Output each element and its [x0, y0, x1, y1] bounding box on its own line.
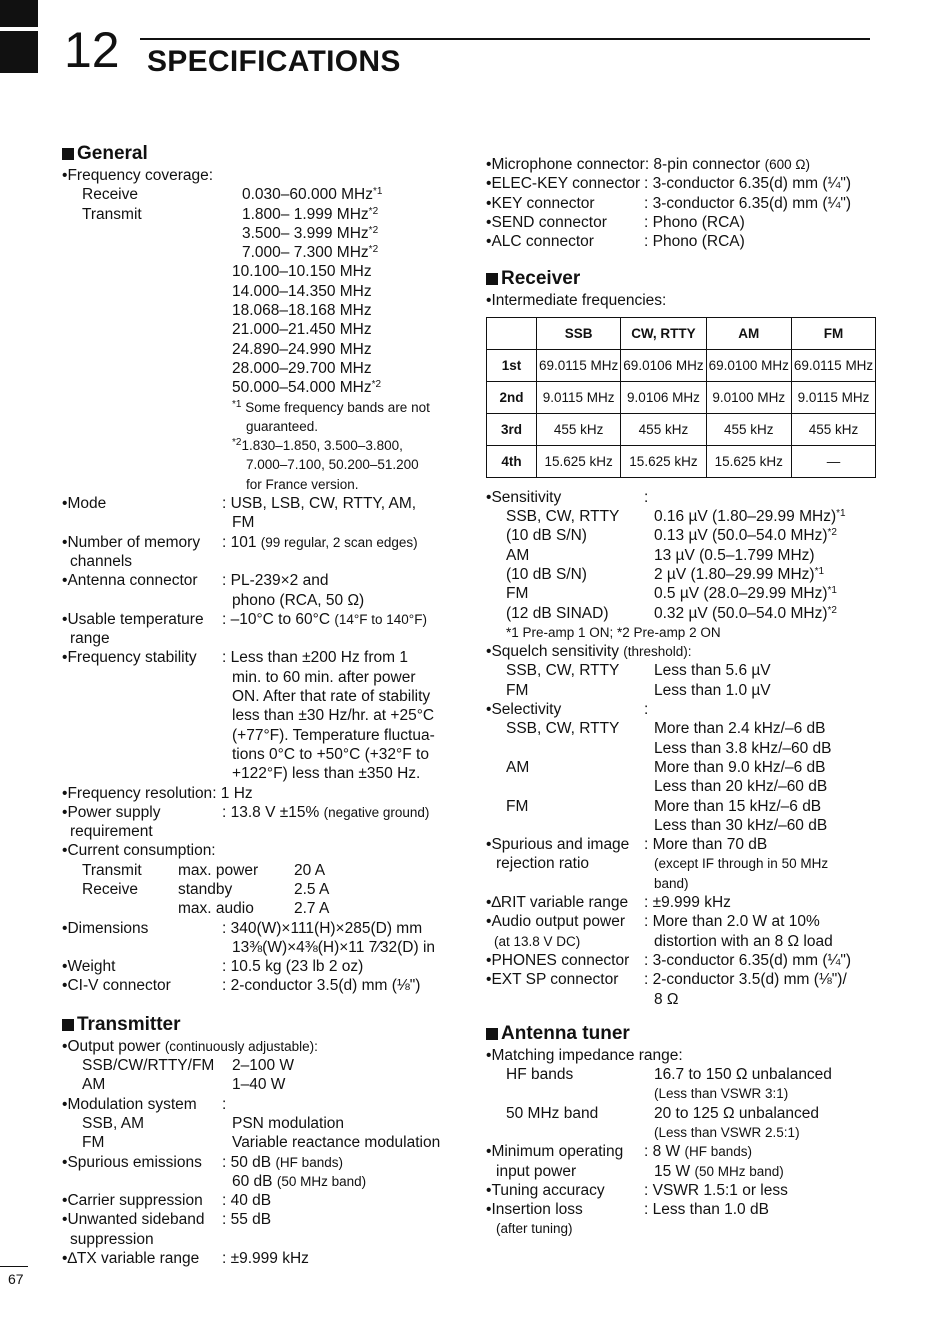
bullet-square-icon — [486, 273, 498, 285]
spec-spurious-cont: 60 dB (50 MHz band) — [232, 1172, 367, 1190]
spec-spurious-cont: rejection ratio (except IF through in 50 MHz — [496, 855, 829, 873]
spec-antenna-connector: • Antenna connector : PL-239×2 and — [62, 571, 482, 590]
transmit-range: 28.000–29.700 MHz — [232, 359, 372, 377]
spec-audio-output-power: • Audio output power : More than 2.0 W at 10% — [486, 912, 896, 931]
transmit-range: 21.000–21.450 MHz — [232, 321, 372, 339]
spec-spurious-image-rejection: • Spurious and image : More than 70 dB — [486, 835, 896, 854]
squelch-row: FM Less than 1.0 µV — [506, 681, 771, 699]
spec-temperature-cont: range — [70, 630, 110, 648]
stability-line: +122°F) less than ±350 Hz. — [232, 765, 421, 783]
spec-memory-cont: channels — [70, 552, 133, 570]
spec-carrier-suppression: • Carrier suppression : 40 dB — [62, 1191, 482, 1210]
table-header-cell — [487, 317, 537, 349]
table-cell: 15.625 kHz — [537, 445, 621, 477]
spec-squelch-sensitivity: • Squelch sensitivity (threshold): — [486, 642, 896, 661]
current-row: Transmit max. power 20 A — [82, 861, 326, 879]
spec-spurious-cont: band) — [654, 875, 689, 891]
spec-mode: • Mode : USB, LSB, CW, RTTY, AM, — [62, 494, 482, 513]
spec-selectivity: • Selectivity : — [486, 700, 896, 719]
transmit-range: 50.000–54.000 MHz$^{*2}$ — [232, 379, 382, 397]
output-row: AM 1–40 W — [82, 1076, 286, 1094]
stability-line: ON. After that rate of stability — [232, 688, 431, 706]
spec-power-supply: • Power supply : 13.8 V ±15% (negative ground) — [62, 803, 482, 822]
spec-weight: • Weight : 10.5 kg (23 lb 2 oz) — [62, 957, 482, 976]
spec-spurious-emissions: • Spurious emissions : 50 dB (HF bands) — [62, 1153, 482, 1172]
output-row: SSB/CW/RTTY/FM 2–100 W — [82, 1057, 295, 1075]
sensitivity-row: (10 dB S/N) 2 µV (1.80–29.99 MHz)$^{*1}$ — [506, 565, 825, 583]
page-title: SPECIFICATIONS — [147, 45, 401, 78]
spec-receive-range: Receive 0.030–60.000 MHz$^{*1}$ — [82, 186, 383, 204]
table-cell: 9.0115 MHz — [537, 381, 621, 413]
page-number: 67 — [8, 1271, 24, 1287]
transmit-range: 3.500– 3.999 MHz$^{*2}$ — [242, 224, 379, 242]
spec-ext-sp-connector: • EXT SP connector : 2-conductor 3.5(d) mm (⅛")/ — [486, 970, 896, 989]
chapter-tab-marker — [0, 31, 38, 73]
table-cell: 455 kHz — [791, 413, 875, 445]
page-number-rule — [0, 1266, 28, 1267]
spec-drit-range: • ∆RIT variable range : ±9.999 kHz — [486, 893, 896, 912]
header-rule — [140, 38, 870, 40]
current-row: Receive standby 2.5 A — [82, 880, 330, 898]
table-cell: 15.625 kHz — [706, 445, 791, 477]
spec-insertion-loss: • Insertion loss : Less than 1.0 dB — [486, 1200, 896, 1219]
spec-alc-connector: • ALC connector : Phono (RCA) — [486, 232, 896, 251]
sensitivity-row: SSB, CW, RTTY 0.16 µV (1.80–29.99 MHz)$^{*1}$ — [506, 508, 846, 526]
table-header-cell: FM — [791, 317, 875, 349]
footnote-2: $^{*2}$1.830–1.850, 3.500–3.800, — [232, 437, 403, 454]
sensitivity-row: (12 dB SINAD) 0.32 µV (50.0–54.0 MHz)$^{*2}$ — [506, 604, 837, 622]
section-general-title: General — [62, 143, 482, 165]
table-header-cell: SSB — [537, 317, 621, 349]
matching-note: (Less than VSWR 2.5:1) — [654, 1124, 800, 1140]
table-header-cell: CW, RTTY — [621, 317, 706, 349]
table-cell: 455 kHz — [537, 413, 621, 445]
table-cell: 9.0106 MHz — [621, 381, 706, 413]
matching-row: HF bands 16.7 to 150 Ω unbalanced — [506, 1066, 832, 1084]
spec-dimensions: • Dimensions : 340(W)×111(H)×285(D) mm — [62, 919, 482, 938]
spec-send-connector: • SEND connector : Phono (RCA) — [486, 213, 896, 232]
transmit-range: 10.100–10.150 MHz — [232, 263, 372, 281]
preamp-note: *1 Pre-amp 1 ON; *2 Pre-amp 2 ON — [506, 624, 721, 640]
table-cell: 69.0115 MHz — [791, 349, 875, 381]
matching-note: (Less than VSWR 3:1) — [654, 1086, 789, 1102]
stability-line: min. to 60 min. after power — [232, 668, 416, 686]
table-row — [487, 445, 876, 477]
footnote-2-cont: 7.000–7.100, 50.200–51.200 — [246, 457, 419, 473]
footnote-2-cont: for France version. — [246, 476, 359, 492]
transmit-range: 18.068–18.168 MHz — [232, 302, 372, 320]
section-transmitter-title: Transmitter — [62, 1014, 482, 1036]
spec-usable-temperature: • Usable temperature : –10°C to 60°C (14°F to 140°F) — [62, 610, 482, 629]
matching-row: 50 MHz band 20 to 125 Ω unbalanced — [506, 1104, 819, 1122]
table-cell: 69.0106 MHz — [621, 349, 706, 381]
spec-transmit-range: Transmit 1.800– 1.999 MHz$^{*2}$ — [82, 205, 379, 223]
current-row: max. audio 2.7 A — [178, 900, 330, 918]
table-cell: — — [791, 445, 875, 477]
bullet-square-icon — [486, 1028, 498, 1040]
spec-ext-sp-cont: 8 Ω — [654, 990, 679, 1008]
sensitivity-row: FM 0.5 µV (28.0–29.99 MHz)$^{*1}$ — [506, 585, 837, 603]
footnote-1-cont: guaranteed. — [246, 418, 319, 434]
selectivity-row: FM More than 15 kHz/–6 dB — [506, 797, 822, 815]
table-header-cell: AM — [706, 317, 791, 349]
section-antenna-tuner-title: Antenna tuner — [486, 1023, 896, 1045]
selectivity-row: Less than 30 kHz/–60 dB — [654, 816, 828, 834]
table-cell: 4th — [487, 445, 537, 477]
bullet-square-icon — [62, 1019, 74, 1031]
squelch-row: SSB, CW, RTTY Less than 5.6 µV — [506, 662, 771, 680]
table-cell: 9.0100 MHz — [706, 381, 791, 413]
modulation-row: SSB, AM PSN modulation — [82, 1114, 345, 1132]
table-header-row — [487, 317, 876, 349]
table-cell: 455 kHz — [706, 413, 791, 445]
chapter-number: 12 — [64, 22, 120, 78]
bullet-square-icon — [62, 148, 74, 160]
table-cell: 2nd — [487, 381, 537, 413]
sensitivity-row: AM 13 µV (0.5–1.799 MHz) — [506, 546, 815, 564]
spec-sideband-cont: suppression — [70, 1230, 154, 1248]
spec-unwanted-sideband: • Unwanted sideband : 55 dB — [62, 1210, 482, 1229]
spec-sensitivity: • Sensitivity : — [486, 488, 896, 507]
table-cell: 9.0115 MHz — [791, 381, 875, 413]
table-row — [487, 349, 876, 381]
spec-key-connector: • KEY connector : 3-conductor 6.35(d) mm (¼") — [486, 194, 896, 213]
spec-memory-channels: • Number of memory : 101 (99 regular, 2 scan edges) — [62, 533, 482, 552]
right-column — [486, 155, 896, 1239]
table-row — [487, 413, 876, 445]
spec-dimensions-cont: 13⅜(W)×4⅜(H)×11 7⁄32(D) in — [232, 938, 436, 956]
stability-line: tions 0°C to +50°C (+32°F to — [232, 745, 429, 763]
table-cell: 1st — [487, 349, 537, 381]
if-table — [486, 317, 876, 478]
transmit-range: 14.000–14.350 MHz — [232, 282, 372, 300]
selectivity-row: AM More than 9.0 kHz/–6 dB — [506, 758, 826, 776]
spec-dtx-range: • ∆TX variable range : ±9.999 kHz — [62, 1249, 482, 1268]
chapter-tab-top — [0, 0, 38, 27]
spec-insertion-note: (after tuning) — [496, 1221, 573, 1237]
transmit-range: 24.890–24.990 MHz — [232, 340, 372, 358]
spec-minimum-input-cont: input power 15 W (50 MHz band) — [496, 1162, 784, 1180]
footnote-1: $^{*1}$ Some frequency bands are not — [232, 398, 430, 415]
stability-line: (+77°F). Temperature fluctua- — [232, 726, 435, 744]
spec-elec-key-connector: • ELEC-KEY connector : 3-conductor 6.35(d) mm (¼") — [486, 174, 896, 193]
stability-line: less than ±30 Hz/hr. at +25°C — [232, 707, 435, 725]
selectivity-row: Less than 20 kHz/–60 dB — [654, 778, 828, 796]
modulation-row: FM Variable reactance modulation — [82, 1134, 441, 1152]
spec-audio-cont: (at 13.8 V DC) distortion with an 8 Ω load — [494, 932, 833, 950]
table-cell: 455 kHz — [621, 413, 706, 445]
spec-mode-cont: FM — [232, 514, 255, 532]
table-cell: 69.0100 MHz — [706, 349, 791, 381]
spec-antenna-cont: phono (RCA, 50 Ω) — [232, 591, 365, 609]
spec-tuning-accuracy: • Tuning accuracy : VSWR 1.5:1 or less — [486, 1181, 896, 1200]
table-row — [487, 381, 876, 413]
spec-intermediate-frequencies: • Intermediate frequencies: — [486, 291, 896, 310]
selectivity-row: SSB, CW, RTTY More than 2.4 kHz/–6 dB — [506, 720, 826, 738]
spec-modulation-system: • Modulation system : — [62, 1095, 482, 1114]
spec-frequency-resolution: • Frequency resolution : 1 Hz — [62, 784, 482, 803]
spec-phones-connector: • PHONES connector : 3-conductor 6.35(d) mm (¼") — [486, 951, 896, 970]
sensitivity-row: (10 dB S/N) 0.13 µV (50.0–54.0 MHz)$^{*2}$ — [506, 527, 837, 545]
left-column — [62, 135, 482, 1268]
table-cell: 3rd — [487, 413, 537, 445]
spec-minimum-input-power: • Minimum operating : 8 W (HF bands) — [486, 1142, 896, 1161]
transmit-range: 7.000– 7.300 MHz$^{*2}$ — [242, 244, 379, 262]
table-cell: 15.625 kHz — [621, 445, 706, 477]
spec-output-power: • Output power (continuously adjustable): — [62, 1037, 482, 1056]
spec-frequency-stability: • Frequency stability : Less than ±200 Hz from 1 — [62, 648, 482, 667]
table-cell: 69.0115 MHz — [537, 349, 621, 381]
spec-current-consumption: • Current consumption: — [62, 841, 482, 860]
spec-power-supply-cont: requirement — [70, 823, 153, 841]
spec-frequency-coverage: • Frequency coverage: — [62, 166, 482, 185]
selectivity-row: Less than 3.8 kHz/–60 dB — [654, 739, 832, 757]
section-receiver-title: Receiver — [486, 268, 896, 290]
spec-civ-connector: • CI-V connector : 2-conductor 3.5(d) mm (⅛") — [62, 976, 482, 995]
spec-matching-impedance: • Matching impedance range: — [486, 1046, 896, 1065]
spec-microphone-connector: • Microphone connector : 8-pin connector (600 Ω) — [486, 155, 896, 174]
